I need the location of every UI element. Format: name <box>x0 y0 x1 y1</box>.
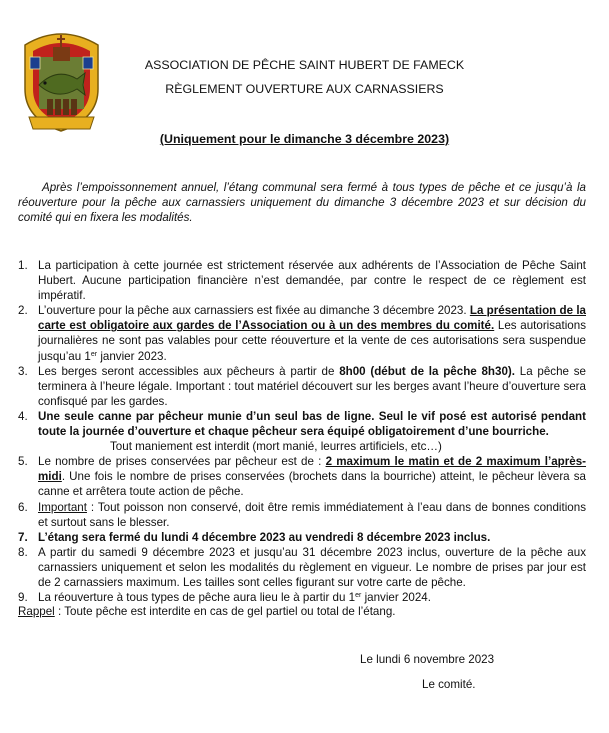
rule-item <box>18 530 586 545</box>
superscript: er <box>90 350 98 358</box>
rule-item <box>18 454 586 499</box>
rule-text: A partir du samedi 9 décembre 2023 et jusqu’au 31 décembre 2023 inclus, ouverture de la pêche aux carnassiers uniquement et selon les modalités du règlement en vigueur. Le nombre de prises par jour est de 2 carnassiers maximum. Les tailles sont celles figurant sur votre carte de pêche. <box>38 545 586 589</box>
rules-list <box>18 258 586 605</box>
reminder-text: : Toute pêche est interdite en cas de gel partiel ou total de l’étang. <box>54 605 396 618</box>
rule-text: . Une fois le nombre de prises conservées (brochets dans la bourriche) atteint, le pêcheur lèvera sa canne et arrêtera toute action de pêche. <box>38 470 586 499</box>
logo-banner <box>29 117 94 129</box>
rule-item <box>18 364 586 409</box>
rule-text: Le nombre de prises conservées par pêcheur est de : <box>38 455 326 469</box>
rule-text: Les autorisations journalières ne sont pas valables pour cette réouverture et la vente de ces autorisations sera suspendue jusqu’au 1 <box>38 319 586 363</box>
rule-text: janvier 2024. <box>361 591 431 605</box>
intro-paragraph: Après l’empoissonnement annuel, l’étang communal sera fermé à tous types de pêche et ce jusqu’à la réouverture pour la pêche aux carnassiers uniquement du dimanche 3 décembre 2023 et sur décision du comité qui en fixera les modalités. <box>18 181 586 224</box>
rule-emphasis: La présentation de la carte est obligatoire aux gardes de l’Association ou à un des membres du comité. <box>38 304 586 333</box>
rule-text: La participation à cette journée est strictement réservée aux adhérents de l’Association de Pêche Saint Hubert. Aucune participation financière n’est demandée, par contre le respect de ce règlement est impératif. <box>38 259 586 303</box>
rule-text: Les berges seront accessibles aux pêcheurs à partir de <box>38 364 340 378</box>
rule-number: 7. <box>18 530 28 544</box>
reminder-note <box>18 605 396 618</box>
rule-item <box>18 590 586 605</box>
signature: Le comité. <box>422 678 476 691</box>
rule-text: La réouverture à tous types de pêche aura lieu le à partir du 1 <box>38 591 356 605</box>
rule-text: : Tout poisson non conservé, doit être remis immédiatement à l’eau dans de bonnes conditions et surtout sans le blesser. <box>38 500 586 529</box>
rule-item <box>18 500 586 530</box>
rule-number: 4. <box>18 409 28 423</box>
rule-number: 3. <box>18 364 28 378</box>
reminder-label: Rappel <box>18 605 55 618</box>
rule-item <box>18 409 586 454</box>
date-line: Le lundi 6 novembre 2023 <box>360 653 495 666</box>
rule-number: 5. <box>18 455 28 469</box>
rule-text: La pêche se terminera à l’heure légale. Important : tout matériel découvert sur les berges avant l’heure d’ouverture sera confisqué par les gardes. <box>38 364 586 408</box>
rule-number: 9. <box>18 591 28 605</box>
rule-emphasis: Une seule canne par pêcheur munie d’un seul bas de ligne. Seul le vif posé est autorisé pendant toute la journée d’ouverture et chaque pêcheur sera équipé obligatoirement d’une bourriche. <box>38 409 586 439</box>
rule-text: L’étang sera fermé du lundi 4 décembre 2023 au vendredi 8 décembre 2023 inclus. <box>38 530 491 544</box>
rule-item <box>18 258 586 303</box>
document-subtitle: (Uniquement pour le dimanche 3 décembre 2023) <box>159 132 450 146</box>
rule-emphasis: Important <box>38 500 87 514</box>
rule-number: 6. <box>18 500 28 514</box>
rule-number: 8. <box>18 545 28 559</box>
rule-item <box>18 303 586 363</box>
superscript: er <box>355 592 362 600</box>
rule-emphasis: 8h00 (début de la pêche 8h30). <box>339 364 515 378</box>
association-logo <box>17 27 106 138</box>
rule-subnote: Tout maniement est interdit (mort manié, leurres artificiels, etc…) <box>110 440 442 454</box>
rule-number: 1. <box>18 259 28 272</box>
rule-emphasis: 2 maximum le matin et de 2 maximum l’après-midi <box>38 455 587 484</box>
rule-item <box>18 545 586 590</box>
rule-text: L’ouverture pour la pêche aux carnassiers est fixée au dimanche 3 décembre 2023. <box>38 304 470 318</box>
rule-text: janvier 2023. <box>97 349 167 363</box>
document-title: RÈGLEMENT OUVERTURE AUX CARNASSIERS <box>165 82 444 96</box>
association-title: ASSOCIATION DE PÊCHE SAINT HUBERT DE FAMECK <box>144 58 465 72</box>
rule-number: 2. <box>18 304 28 318</box>
